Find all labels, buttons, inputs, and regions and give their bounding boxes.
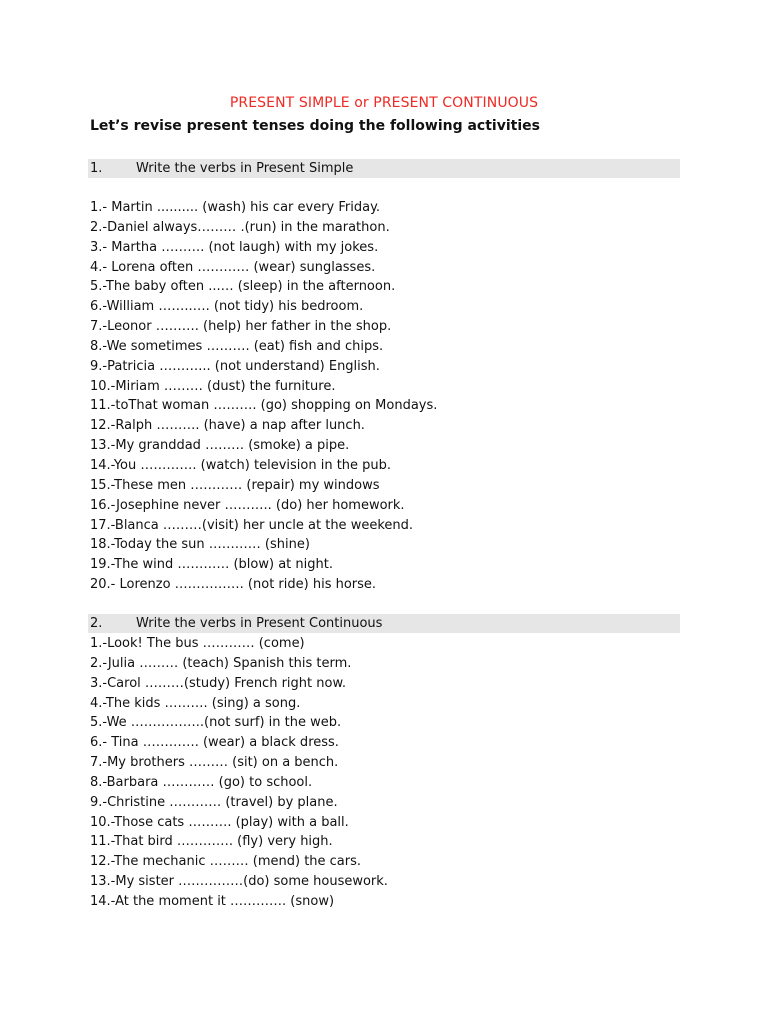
exercise-item: 7.-My brothers ……… (sit) on a bench. xyxy=(90,755,339,771)
exercise-item: 2.-Daniel always……… .(run) in the marathon. xyxy=(90,219,390,235)
section-header-present-continuous xyxy=(88,614,680,633)
exercise-item: 8.-We sometimes ………. (eat) fish and chips. xyxy=(90,338,384,354)
exercise-item: 1.-Look! The bus ………… (come) xyxy=(90,636,305,651)
page-title: PRESENT SIMPLE or PRESENT CONTINUOUS xyxy=(229,95,539,111)
exercise-item: 1.- Martin .......... (wash) his car every Friday. xyxy=(90,200,381,215)
exercise-item: 18.-Today the sun ………… (shine) xyxy=(90,537,310,553)
page-subtitle: Let’s revise present tenses doing the following activities xyxy=(90,118,540,134)
section-heading: Write the verbs in Present Continuous xyxy=(136,616,383,631)
exercise-item: 2.-Julia ……… (teach) Spanish this term. xyxy=(90,655,352,671)
present-simple-exercise-list xyxy=(90,198,437,595)
exercise-item: 14.-At the moment it …………. (snow) xyxy=(90,893,335,909)
exercise-item: 11.-That bird …………. (fly) very high. xyxy=(90,834,333,850)
exercise-item: 5.-We ……………..(not surf) in the web. xyxy=(90,715,342,731)
exercise-item: 6.-William ……..…. (not tidy) his bedroom. xyxy=(90,299,364,315)
exercise-item: 5.-The baby often ...… (sleep) in the afternoon. xyxy=(90,279,396,295)
exercise-item: 4.-The kids ………. (sing) a song. xyxy=(90,695,301,711)
exercise-item: 9.-Patricia ………... (not understand) English. xyxy=(90,358,380,374)
exercise-item: 16.-Josephine never ……….. (do) her homework. xyxy=(90,497,405,513)
exercise-item: 3.- Martha ………. (not laugh) with my jokes. xyxy=(90,239,379,255)
exercise-item: 3.-Carol ………(study) French right now. xyxy=(90,675,347,691)
exercise-item: 10.-Those cats ………. (play) with a ball. xyxy=(90,814,349,830)
exercise-item: 11.-toThat woman ………. (go) shopping on Mondays. xyxy=(90,398,438,414)
exercise-item: 20.- Lorenzo ……………. (not ride) his horse. xyxy=(90,577,377,593)
exercise-item: 17.-Blanca ………(visit) her uncle at the weekend. xyxy=(90,517,414,533)
section-number: 1. xyxy=(90,161,103,176)
exercise-item: 12.-Ralph ………. (have) a nap after lunch. xyxy=(90,418,365,434)
exercise-item: 9.-Christine ………… (travel) by plane. xyxy=(90,794,338,810)
section-heading: Write the verbs in Present Simple xyxy=(136,161,354,176)
exercise-item: 6.- Tina …………. (wear) a black dress. xyxy=(90,735,339,751)
present-continuous-exercise-list xyxy=(90,634,388,912)
exercise-item: 7.-Leonor ………. (help) her father in the shop. xyxy=(90,319,392,335)
exercise-item: 13.-My sister ……………(do) some housework. xyxy=(90,874,388,890)
exercise-item: 12.-The mechanic ……… (mend) the cars. xyxy=(90,854,362,870)
exercise-item: 4.- Lorena often ………… (wear) sunglasses. xyxy=(90,259,376,275)
exercise-item: 19.-The wind ………… (blow) at night. xyxy=(90,557,333,573)
exercise-item: 15.-These men ………… (repair) my windows xyxy=(90,477,380,493)
exercise-item: 10.-Miriam ……… (dust) the furniture. xyxy=(90,378,336,394)
exercise-item: 8.-Barbara ………… (go) to school. xyxy=(90,774,313,790)
section-number: 2. xyxy=(90,616,103,631)
exercise-item: 14.-You …………. (watch) television in the pub. xyxy=(90,457,392,473)
exercise-item: 13.-My granddad ……… (smoke) a pipe. xyxy=(90,438,350,454)
section-header-present-simple xyxy=(88,159,680,178)
